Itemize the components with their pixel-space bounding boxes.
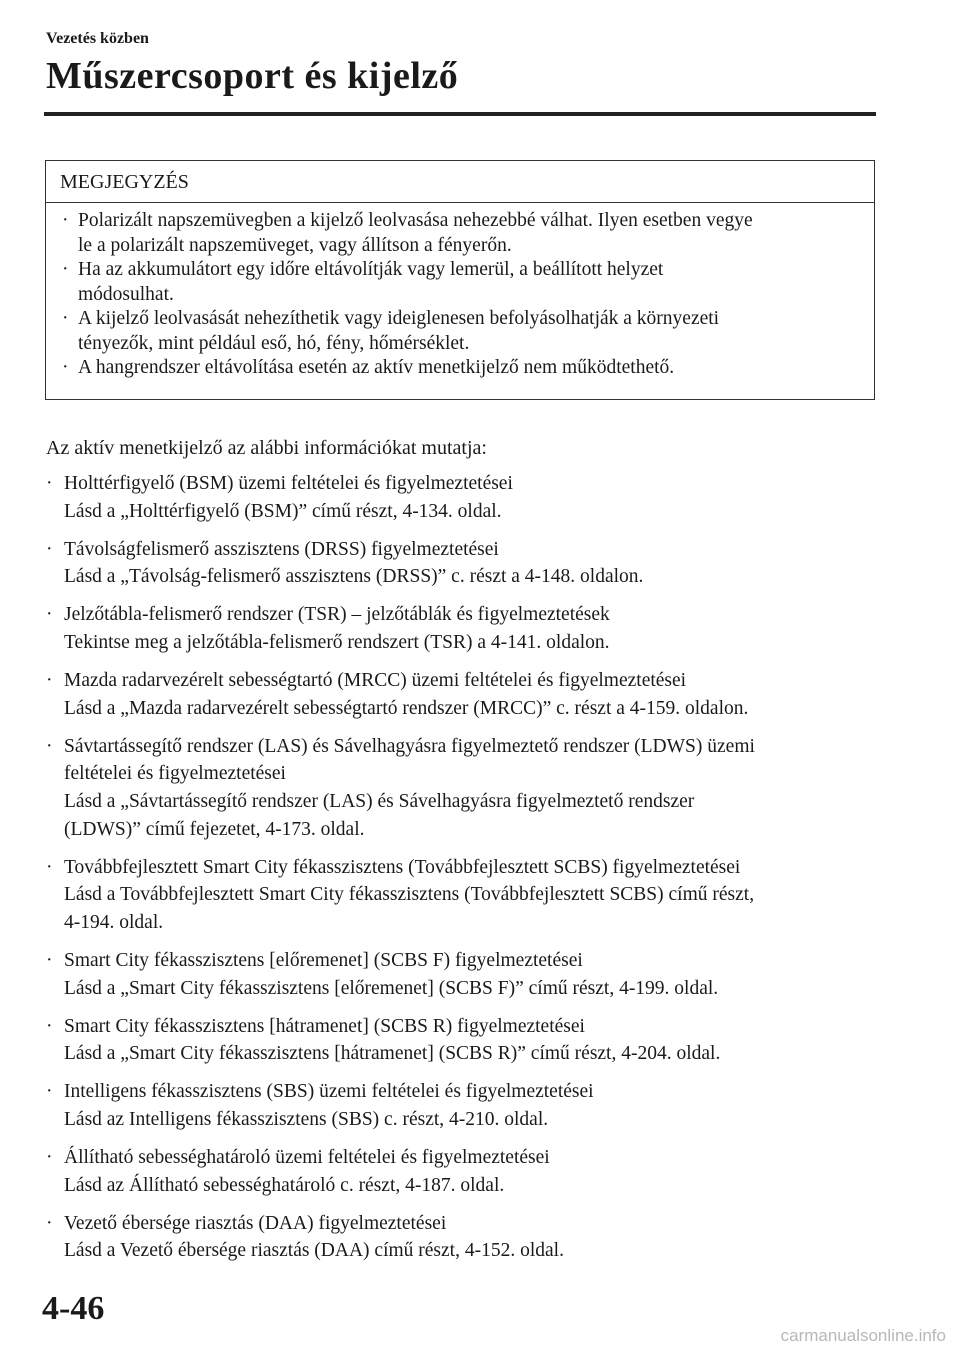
watermark: carmanualsonline.info (780, 1326, 946, 1345)
bullet-mark: · (46, 856, 53, 878)
bullet-mark: · (62, 357, 69, 378)
list-item (46, 733, 876, 843)
note-item (62, 209, 858, 258)
bullet-mark: · (46, 1015, 53, 1037)
list-item (46, 1144, 876, 1199)
bullet-mark: · (46, 735, 53, 757)
note-item (62, 307, 858, 356)
intro-text: Az aktív menetkijelző az alábbi információkat mutatja: (46, 437, 487, 459)
list-item-line: Lásd a „Smart City fékasszisztens [előremenet] (SCBS F)” című részt, 4-199. oldal. (64, 977, 719, 999)
bullet-mark: · (46, 1081, 53, 1103)
bullet-mark: · (46, 538, 53, 560)
list-item (46, 667, 876, 722)
note-item-line: A hangrendszer eltávolítása esetén az aktív menetkijelző nem működtethető. (78, 357, 675, 378)
note-item-line: le a polarizált napszemüveget, vagy állítson a fényerőn. (78, 234, 512, 256)
header-rule (44, 112, 876, 116)
bullet-mark: · (46, 473, 53, 494)
list-item-line: (LDWS)” című fejezetet, 4-173. oldal. (64, 818, 365, 840)
list-item (46, 1078, 876, 1133)
list-item (46, 1013, 876, 1068)
list-item-line: Lásd a „Mazda radarvezérelt sebességtartó rendszer (MRCC)” c. részt a 4-159. oldalon. (64, 697, 749, 719)
list-item-line: Lásd a „Sávtartássegítő rendszer (LAS) és Sávelhagyásra figyelmeztető rendszer (64, 790, 695, 812)
list-item-line: Továbbfejlesztett Smart City fékasszisztens (Továbbfejlesztett SCBS) figyelmeztetései (64, 856, 741, 878)
note-item (62, 356, 858, 381)
list-item-line: Vezető ébersége riasztás (DAA) figyelmeztetései (64, 1212, 447, 1234)
header-section: Vezetés közben (46, 30, 149, 47)
note-box (45, 160, 875, 400)
info-list (46, 470, 876, 1275)
bullet-mark: · (46, 1212, 53, 1234)
list-item-line: Jelzőtábla-felismerő rendszer (TSR) – jelzőtáblák és figyelmeztetések (64, 604, 610, 626)
note-item (62, 258, 858, 307)
list-item (46, 947, 876, 1002)
page-title: Műszercsoport és kijelző (46, 55, 459, 97)
list-item-line: Lásd a „Smart City fékasszisztens [hátramenet] (SCBS R)” című részt, 4-204. oldal. (64, 1043, 721, 1065)
bullet-mark: · (46, 949, 53, 971)
note-list (46, 203, 874, 381)
list-item-line: feltételei és figyelmeztetései (64, 763, 286, 785)
list-item (46, 470, 876, 525)
bullet-mark: · (46, 1146, 53, 1168)
list-item-line: Smart City fékasszisztens [hátramenet] (SCBS R) figyelmeztetései (64, 1015, 585, 1037)
list-item (46, 854, 876, 937)
list-item-line: Holttérfigyelő (BSM) üzemi feltételei és figyelmeztetései (64, 473, 513, 494)
list-item-line: Lásd a „Holttérfigyelő (BSM)” című részt, 4-134. oldal. (64, 500, 502, 522)
bullet-mark: · (46, 604, 53, 626)
list-item-line: Lásd a Vezető ébersége riasztás (DAA) című részt, 4-152. oldal. (64, 1240, 564, 1262)
list-item-line: 4-194. oldal. (64, 911, 164, 933)
note-item-line: Ha az akkumulátort egy időre eltávolítják vagy lemerül, a beállított helyzet (78, 259, 664, 280)
bullet-mark: · (46, 670, 53, 692)
note-item-line: módosulhat. (78, 283, 174, 305)
list-item (46, 1210, 876, 1265)
list-item-line: Lásd az Állítható sebességhatároló c. részt, 4-187. oldal. (64, 1174, 505, 1196)
note-item-line: A kijelző leolvasását nehezíthetik vagy ideiglenesen befolyásolhatják a környezeti (78, 308, 720, 329)
list-item (46, 601, 876, 656)
list-item-line: Lásd a „Távolság-felismerő asszisztens (DRSS)” c. részt a 4-148. oldalon. (64, 566, 644, 588)
note-title: MEGJEGYZÉS (46, 161, 874, 203)
page-number: 4-46 (42, 1290, 105, 1327)
list-item-line: Tekintse meg a jelzőtábla-felismerő rendszert (TSR) a 4-141. oldalon. (64, 631, 610, 653)
list-item-line: Sávtartássegítő rendszer (LAS) és Sávelhagyásra figyelmeztető rendszer (LDWS) üzemi (64, 735, 755, 757)
list-item-line: Távolságfelismerő asszisztens (DRSS) figyelmeztetései (64, 538, 499, 560)
bullet-mark: · (62, 210, 69, 231)
list-item-line: Mazda radarvezérelt sebességtartó (MRCC) üzemi feltételei és figyelmeztetései (64, 670, 687, 692)
note-item-line: tényezők, mint például eső, hó, fény, hőmérséklet. (78, 332, 470, 354)
list-item-line: Lásd az Intelligens fékasszisztens (SBS) c. részt, 4-210. oldal. (64, 1108, 549, 1130)
list-item-line: Lásd a Továbbfejlesztett Smart City fékasszisztens (Továbbfejlesztett SCBS) című részt, (64, 884, 755, 906)
list-item-line: Intelligens fékasszisztens (SBS) üzemi feltételei és figyelmeztetései (64, 1081, 594, 1103)
note-item-line: Polarizált napszemüvegben a kijelző leolvasása nehezebbé válhat. Ilyen esetben vegye (78, 210, 753, 231)
bullet-mark: · (62, 308, 69, 329)
bullet-mark: · (62, 259, 69, 280)
list-item (46, 536, 876, 591)
list-item-line: Állítható sebességhatároló üzemi feltételei és figyelmeztetései (64, 1146, 550, 1168)
list-item-line: Smart City fékasszisztens [előremenet] (SCBS F) figyelmeztetései (64, 949, 583, 971)
